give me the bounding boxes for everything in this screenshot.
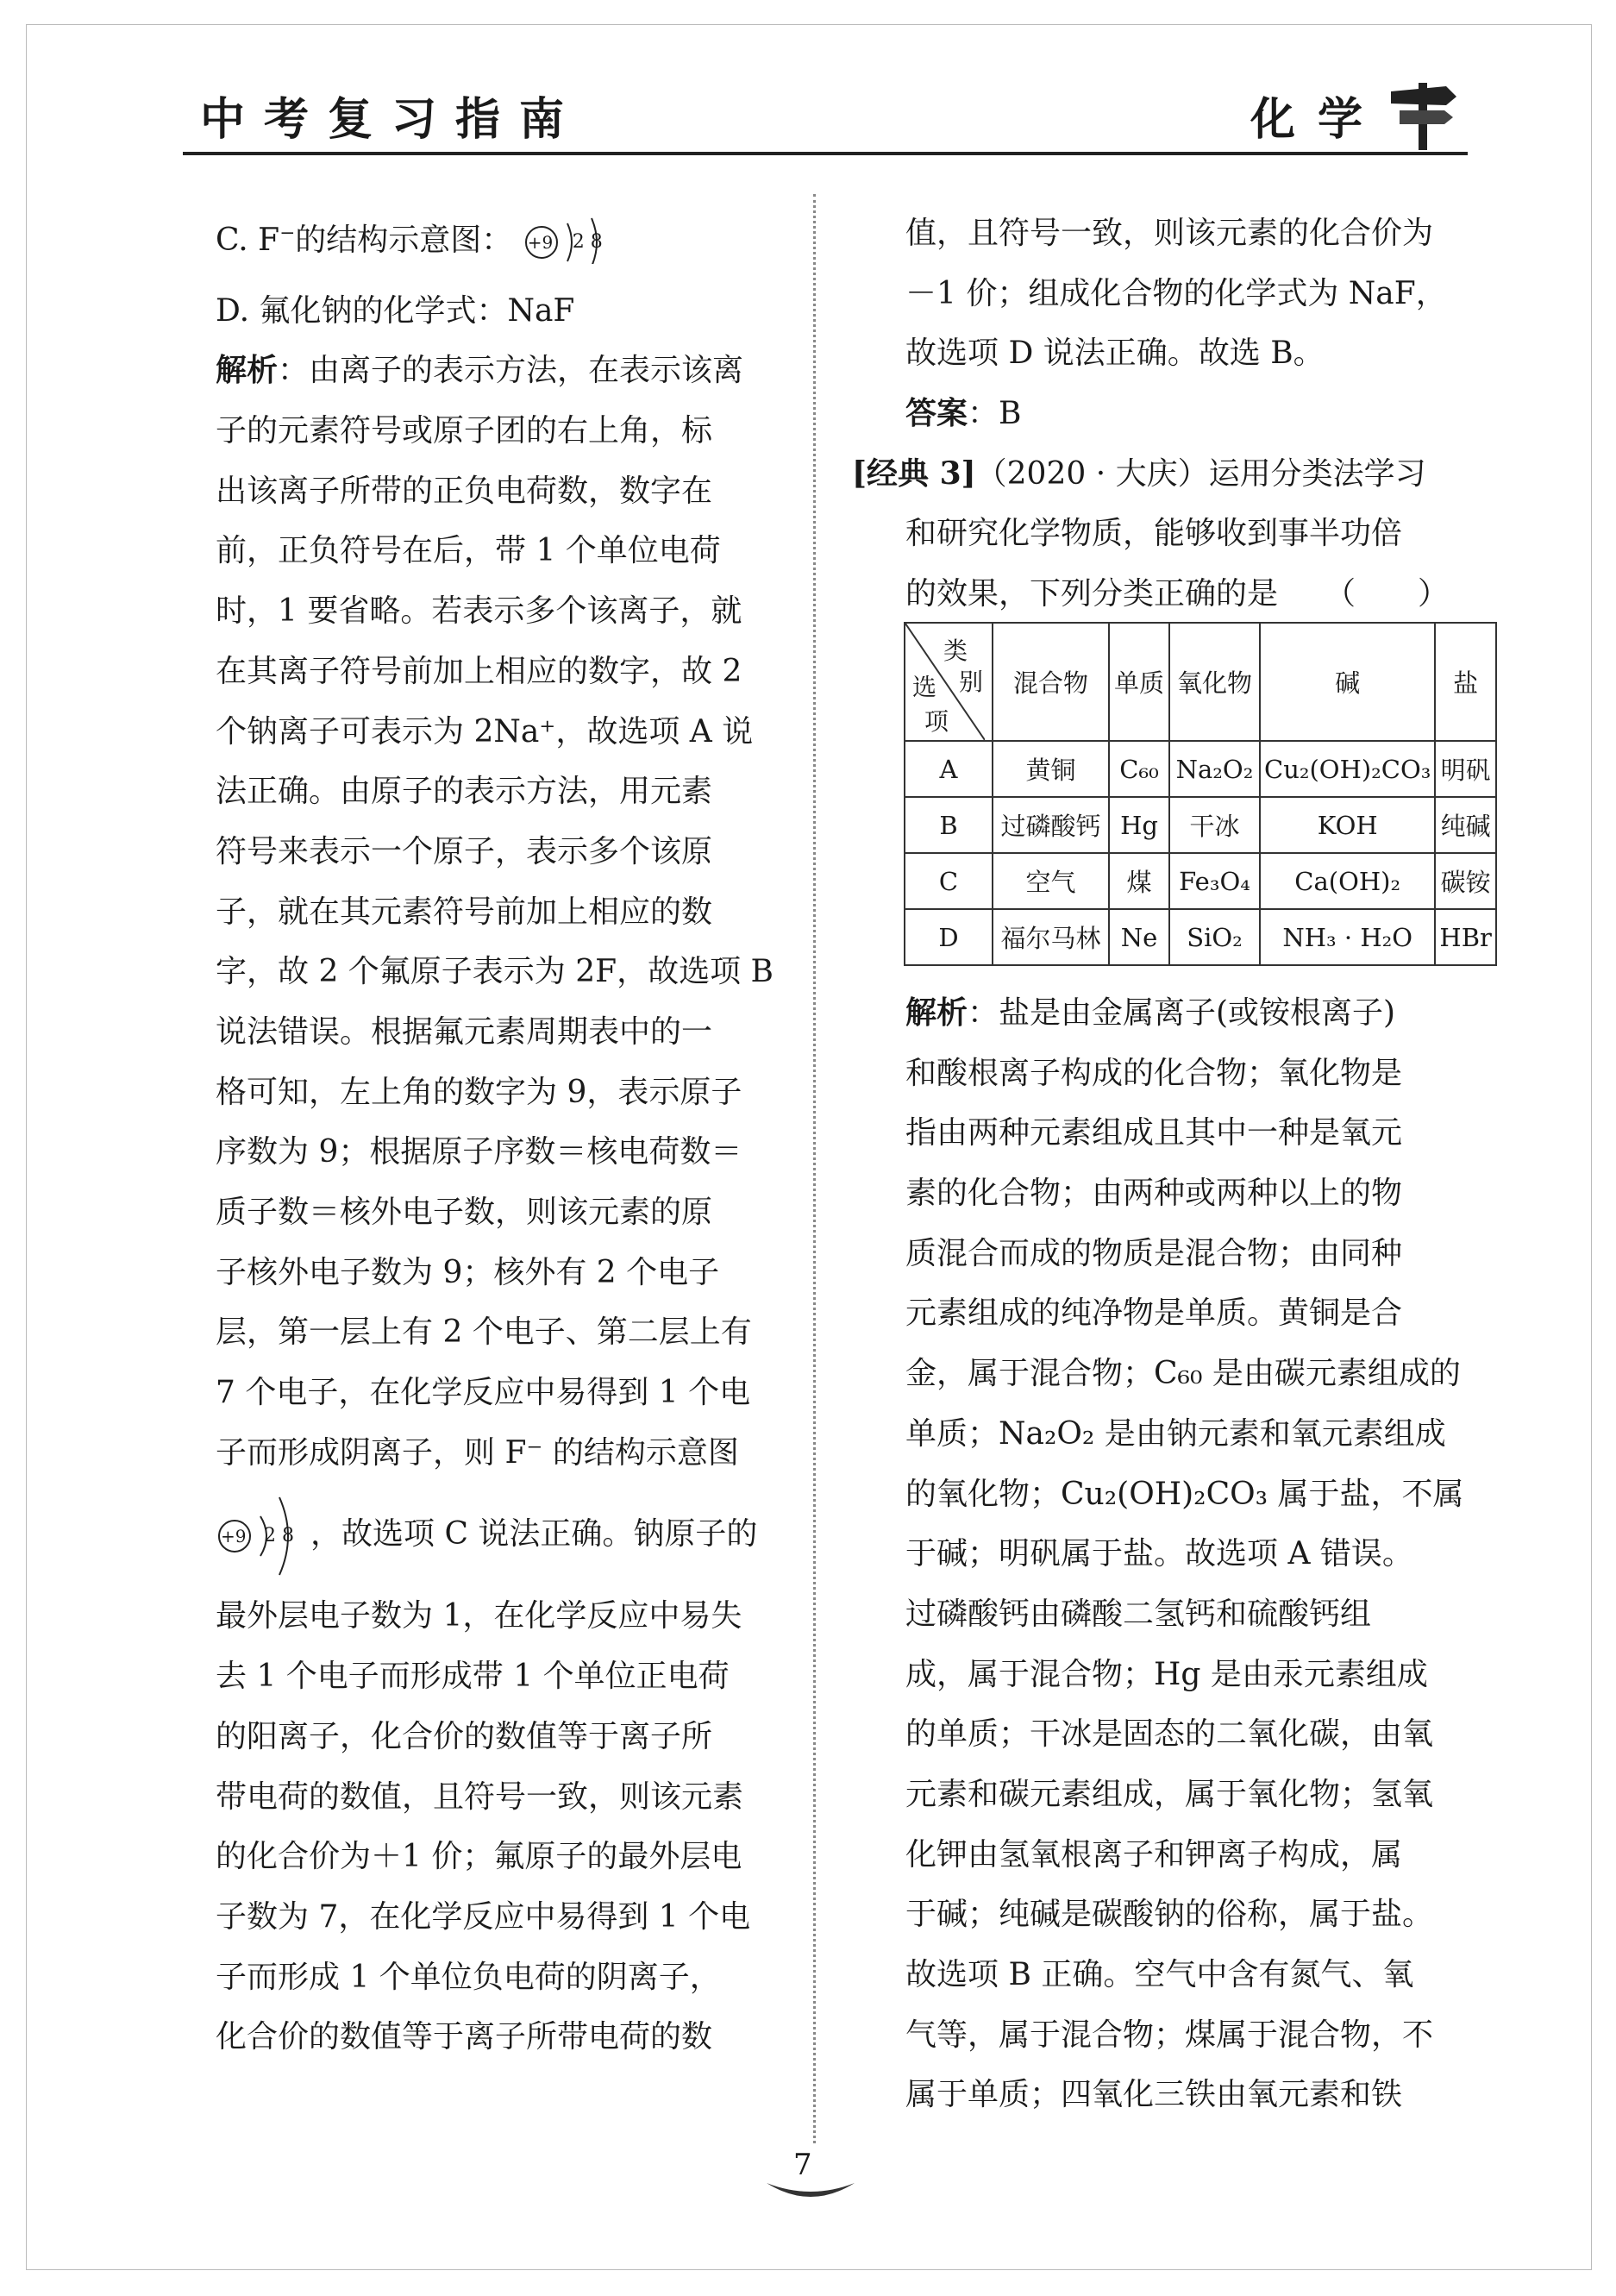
- option-c: C. F−的结构示意图： +9 2 8: [216, 204, 780, 264]
- analysis-line: 单质；Na₂O₂ 是由钠元素和氧元素组成: [905, 1415, 1446, 1452]
- right-analysis: [905, 983, 1466, 2125]
- table-header: 盐: [1435, 623, 1495, 741]
- analysis-line: 层，第一层上有 2 个电子、第二层上有: [216, 1314, 752, 1351]
- analysis-line: 过磷酸钙由磷酸二氢钙和硫酸钙组: [905, 1596, 1372, 1632]
- header-rule: [183, 152, 1468, 155]
- left-column: [216, 204, 780, 2067]
- header-left-title: 中考复习指南: [200, 93, 584, 146]
- analysis-line: 质子数＝核外电子数，则该元素的原: [216, 1195, 713, 1230]
- page-number: 7: [793, 2148, 812, 2182]
- question-3-line: [经典 3]（2020 · 大庆）运用分类法学习: [852, 455, 1426, 492]
- analysis-line: 出该离子所带的正负电荷数，数字在: [216, 473, 713, 509]
- analysis-line: 带电荷的数值，且符号一致，则该元素: [216, 1778, 744, 1815]
- analysis-line: 时，1 要省略。若表示多个该离子，就: [216, 593, 742, 630]
- analysis-line: 于碱；明矾属于盐。故选项 A 错误。: [905, 1536, 1413, 1572]
- analysis-line: 指由两种元素组成且其中一种是氧元: [905, 1115, 1403, 1151]
- table-row: D 福尔马林 Ne SiO₂ NH₃ · H₂O HBr: [905, 909, 1496, 965]
- fluoride-structure-diagram: [523, 216, 635, 264]
- analysis-line: 的单质；干冰是固态的二氧化碳，由氧: [905, 1716, 1434, 1753]
- analysis-line: 化合价的数值等于离子所带电荷的数: [216, 2019, 713, 2055]
- analysis-line: 格可知，左上角的数字为 9，表示原子: [216, 1074, 742, 1110]
- table-corner-cell: 类 别 选 项: [905, 623, 993, 741]
- table-row: B 过磷酸钙 Hg 干冰 KOH 纯碱: [905, 797, 1496, 853]
- analysis-line: 属于单质；四氧化三铁由氧元素和铁: [905, 2077, 1403, 2113]
- analysis-line: 个钠离子可表示为 2Na⁺，故选项 A 说: [216, 713, 754, 750]
- fluoride-structure-diagram-inline: [216, 1489, 310, 1584]
- question-3-line: 的效果，下列分类正确的是 （ ）: [905, 576, 1450, 612]
- column-divider: [813, 194, 816, 2143]
- analysis-line: 气等，属于混合物；煤属于混合物，不: [905, 2017, 1434, 2053]
- table-row: C 空气 煤 Fe₃O₄ Ca(OH)₂ 碳铵: [905, 853, 1496, 909]
- analysis-line-0: 解析：由离子的表示方法，在表示该离: [216, 352, 744, 389]
- table-header: 氧化物: [1169, 623, 1260, 741]
- analysis-continued: －1 价；组成化合物的化学式为 NaF，: [905, 275, 1447, 311]
- analysis-line: 金，属于混合物；C₆₀ 是由碳元素组成的: [905, 1356, 1461, 1392]
- analysis-line: 成，属于混合物；Hg 是由汞元素组成: [905, 1656, 1428, 1692]
- analysis-line: 序数为 9；根据原子序数＝核电荷数＝: [216, 1134, 742, 1170]
- table-header-row: [905, 623, 1496, 741]
- table-header: 混合物: [993, 623, 1109, 741]
- answer-line: 答案：B: [905, 395, 1022, 432]
- table-row: A 黄铜 C₆₀ Na₂O₂ Cu₂(OH)₂CO₃ 明矾: [905, 741, 1496, 797]
- option-d: D. 氟化钠的化学式：NaF: [216, 292, 575, 329]
- analysis-continued: 故选项 D 说法正确。故选 B。: [905, 336, 1325, 372]
- atom-shells: 2 8: [572, 230, 603, 253]
- table-header: 碱: [1260, 623, 1435, 741]
- analysis-line: 素的化合物；由两种或两种以上的物: [905, 1176, 1403, 1212]
- analysis-line: 在其离子符号前加上相应的数字，故 2: [216, 653, 742, 689]
- analysis-line: 法正确。由原子的表示方法，用元素: [216, 774, 713, 810]
- analysis-line: 符号来表示一个原子，表示多个该原: [216, 833, 713, 869]
- question-tag: [经典 3]: [852, 455, 976, 492]
- header-right-title: 化学: [1250, 93, 1386, 146]
- analysis-line: 的阳离子，化合价的数值等于离子所: [216, 1718, 713, 1754]
- signpost-icon: [1384, 72, 1462, 150]
- analysis-line: 子，就在其元素符号前加上相应的数: [216, 894, 713, 930]
- analysis-line: 化钾由氢氧根离子和钾离子构成，属: [905, 1836, 1403, 1873]
- question-3-line: 和研究化学物质，能够收到事半功倍: [905, 516, 1403, 552]
- atom-nucleus: +9: [221, 1526, 247, 1547]
- analysis-line: 去 1 个电子而形成带 1 个单位正电荷: [216, 1659, 730, 1695]
- analysis-line-0: 解析：盐是由金属离子(或铵根离子): [905, 994, 1396, 1031]
- atom-shells: 2 8: [264, 1525, 294, 1547]
- analysis-line: 子数为 7，在化学反应中易得到 1 个电: [216, 1898, 751, 1935]
- analysis-line: 7 个电子，在化学反应中易得到 1 个电: [216, 1375, 751, 1411]
- analysis-line: 和酸根离子构成的化合物；氧化物是: [905, 1055, 1403, 1091]
- analysis-line: 元素组成的纯净物是单质。黄铜是合: [905, 1295, 1403, 1332]
- table-header: 单质: [1109, 623, 1169, 741]
- analysis-line: 的氧化物；Cu₂(OH)₂CO₃ 属于盐，不属: [905, 1476, 1464, 1512]
- analysis-line: 的化合价为＋1 价；氟原子的最外层电: [216, 1839, 742, 1875]
- analysis-line: 子而形成阴离子，则 F⁻ 的结构示意图: [216, 1434, 739, 1471]
- analysis-line: 故选项 B 正确。空气中含有氮气、氧: [905, 1957, 1414, 1992]
- analysis-line: 最外层电子数为 1，在化学反应中易失: [216, 1598, 742, 1634]
- analysis-continued: 值，且符号一致，则该元素的化合价为: [905, 216, 1434, 251]
- right-column: [852, 204, 1466, 624]
- atom-inline-line: +9 2 8 ，故选项 C 说法正确。钠原子的: [216, 1483, 780, 1586]
- atom-nucleus: +9: [527, 231, 554, 253]
- analysis-line: 字，故 2 个氟原子表示为 2F，故选项 B: [216, 954, 774, 990]
- analysis-line: 元素和碳元素组成，属于氧化物；氢氧: [905, 1776, 1434, 1812]
- analysis-line: 于碱；纯碱是碳酸钠的俗称，属于盐。: [905, 1897, 1434, 1933]
- analysis-line: 前，正负符号在后，带 1 个单位电荷: [216, 533, 721, 569]
- analysis-line: 子的元素符号或原子团的右上角，标: [216, 413, 713, 449]
- analysis-line: 说法错误。根据氟元素周期表中的一: [216, 1013, 713, 1050]
- page-number-swoosh-icon: [763, 2178, 858, 2204]
- analysis-line: 子核外电子数为 9；核外有 2 个电子: [216, 1254, 720, 1290]
- analysis-line: 质混合而成的物质是混合物；由同种: [905, 1235, 1403, 1271]
- analysis-line: 子而形成 1 个单位负电荷的阴离子，: [216, 1959, 721, 1995]
- classification-table: [904, 622, 1497, 966]
